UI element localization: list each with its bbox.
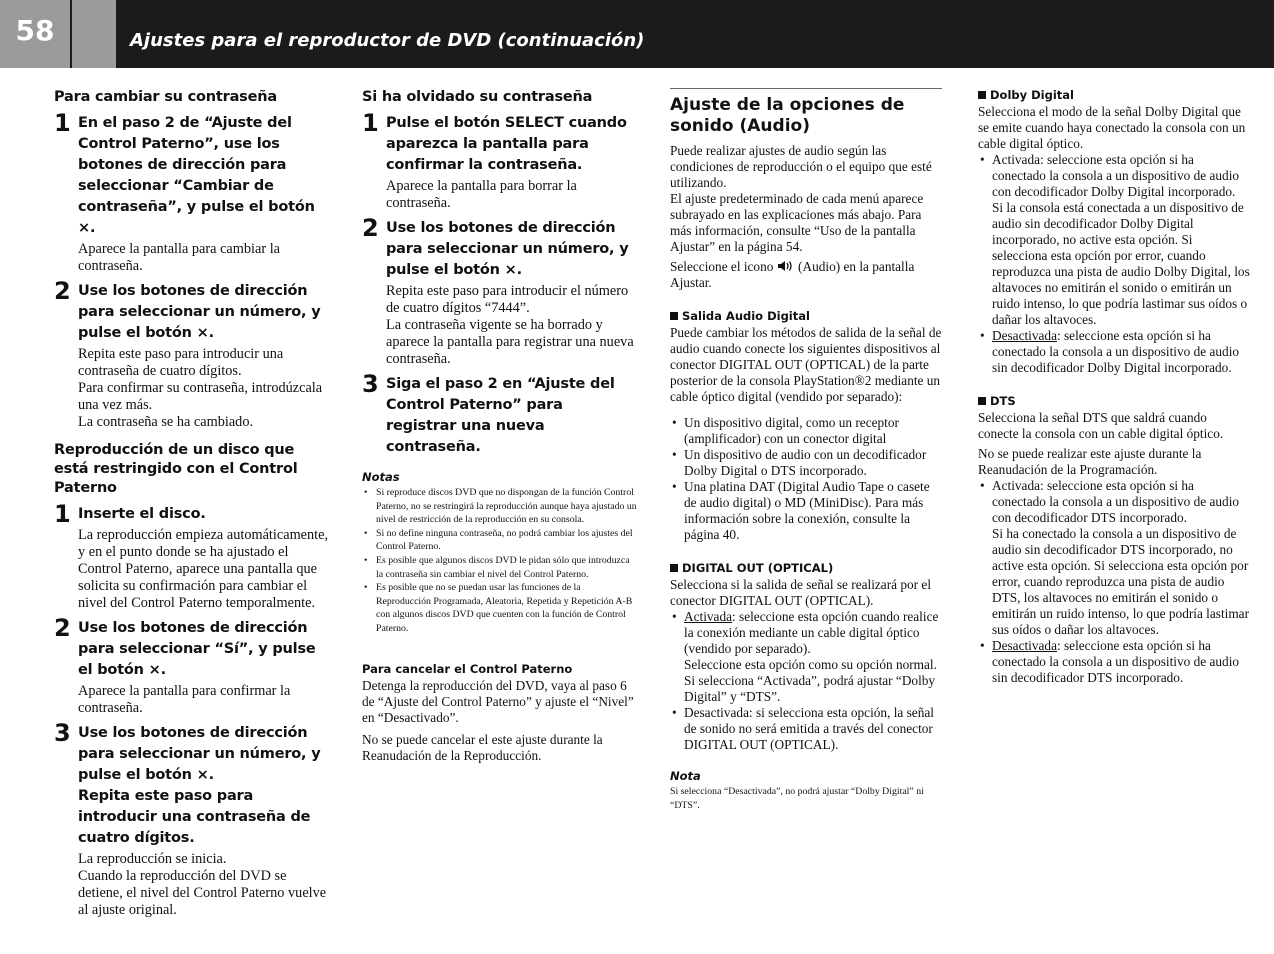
step-title: En el paso 2 de “Ajuste del Control Paterno”, use los botones de dirección para seleccionar “Cambiar de contraseña”, y pulse el botón ×. [78,115,315,236]
step-title: Use los botones de dirección para seleccionar un número, y pulse el botón ×. Repita este paso para introducir una contraseña de cuatro dígitos. [78,725,321,846]
list-item: • Una platina DAT (Digital Audio Tape o casete de audio digital) o MD (MiniDisc). Para más información sobre la conexión, consulte la página 40. [670,479,942,543]
list-item [978,328,1250,376]
step-number: 1 [54,109,71,137]
note-item: • Es posible que algunos discos DVD le pidan sólo que introduzca la contraseña sin cambiar el nivel del Control Paterno. [362,554,637,581]
step-body: Aparece la pantalla para confirmar la contraseña. [78,683,291,716]
subheading-label: DTS [990,394,1016,408]
text: Seleccione el icono [670,259,774,274]
step-body: La reproducción empieza automáticamente, y en el punto donde se ha ajustado el Control Paterno, aparece una pantalla que solicita su confirmación para cambiar el nivel del Control Paterno temporalmente. [78,527,329,611]
section-heading: Para cambiar su contraseña [54,89,277,105]
paragraph: Selecciona si la salida de señal se realizará por el conector DIGITAL OUT (OPTICAL). [670,577,932,608]
bullet-list [670,415,942,543]
step-title: Siga el paso 2 en “Ajuste del Control Paterno” para registrar una nueva contraseña. [386,376,615,455]
default-option: Activada [684,609,732,624]
note-item: • Si no define ninguna contraseña, no podrá cambiar los ajustes del Control Paterno. [362,527,637,554]
step-number: 1 [54,500,71,528]
text: : seleccione esta opción si ha conectado la consola a un dispositivo de audio sin decodificador DTS incorporado. [992,638,1240,685]
cancel-heading: Para cancelar el Control Paterno [362,661,573,676]
square-bullet-icon [978,91,986,99]
text: (Audio) en la pantalla Ajustar. [670,259,915,290]
step-number: 3 [54,719,71,747]
list-item: • Un dispositivo de audio con un decodificador Dolby Digital o DTS incorporado. [670,447,942,479]
step-number: 2 [54,614,71,642]
notes-list [362,486,637,636]
section-heading: Reproducción de un disco que está restringido con el Control Paterno [54,442,298,496]
column-4 [978,88,1250,690]
subheading-label: DIGITAL OUT (OPTICAL) [682,561,834,575]
header-accent [72,0,116,68]
step-title: Use los botones de dirección para seleccionar un número, y pulse el botón ×. [386,220,629,278]
text: : seleccione esta opción cuando realice la conexión mediante un cable digital óptico (vendido por separado). Seleccione esta opción como su opción normal. Si selecciona “Activada”, podrá ajustar “Dolby Digital” y “DTS”. [684,609,939,704]
note-heading: Nota [670,769,701,783]
step [54,500,329,612]
step-number: 3 [362,370,379,398]
paragraph: Detenga la reproducción del DVD, vaya al paso 6 de “Ajuste del Control Paterno” y ajuste el “Nivel” en “Desactivado”. [362,677,634,725]
subheading-label: Dolby Digital [990,88,1074,102]
column-2 [362,88,637,768]
step [54,719,329,919]
step-body: Aparece la pantalla para borrar la contraseña. [386,178,577,211]
subheading [670,309,942,324]
paragraph: Selecciona el modo de la señal Dolby Digital que se emite cuando haya conectado la consola con un cable digital óptico. [978,104,1246,151]
square-bullet-icon [670,312,678,320]
note-item: • Si reproduce discos DVD que no dispongan de la función Control Paterno, no se restringirá la reproducción aunque haya ajustado un nivel de restricción de la reproducción en su consola. [362,486,637,527]
step [54,277,329,431]
paragraph [670,259,942,291]
subheading [978,88,1250,103]
divider [670,88,942,89]
section-heading: Si ha olvidado su contraseña [362,89,593,105]
bullet-list [978,152,1250,376]
section-heading: Ajuste de la opciones de sonido (Audio) [670,95,905,136]
list-item [670,609,942,705]
step-number: 2 [362,214,379,242]
list-item: • Activada: seleccione esta opción si ha conectado la consola a un dispositivo de audio con decodificador DTS incorporado. Si ha conectado la consola a un dispositivo de audio sin decodificador DTS incorporado, no active esta opción. Si selecciona esta opción por error, cuando reproduzca una pista de audio DTS, los altavoces no emitirán el sonido o emitirán un ruido intenso, lo que podría lastimar sus oídos o dañar los altavoces. [978,478,1250,638]
step [362,214,637,368]
step-title: Inserte el disco. [78,506,206,522]
step-title: Use los botones de dirección para seleccionar “Sí”, y pulse el botón ×. [78,620,316,678]
step-body: La reproducción se inicia. Cuando la reproducción del DVD se detiene, el nivel del Control Paterno vuelve al ajuste original. [78,851,327,918]
column-1 [54,88,329,925]
step [54,109,329,275]
step-title: Pulse el botón SELECT cuando aparezca la pantalla para confirmar la contraseña. [386,115,627,173]
column-3 [670,88,942,813]
bullet-list [670,609,942,753]
step-body: Repita este paso para introducir una contraseña de cuatro dígitos. Para confirmar su contraseña, introdúzcala una vez más. La contraseña se ha cambiado. [78,346,323,430]
paragraph: No se puede realizar este ajuste durante la Reanudación de la Programación. [978,446,1202,477]
paragraph: Selecciona la señal DTS que saldrá cuando conecte la consola con un cable digital óptico. [978,410,1224,441]
bullet-list [978,478,1250,686]
subheading [978,394,1250,409]
step-number: 1 [362,109,379,137]
page-title: Ajustes para el reproductor de DVD (continuación) [130,30,645,51]
note-text: Si selecciona “Desactivada”, no podrá ajustar “Dolby Digital” ni “DTS”. [670,786,924,811]
step [362,370,637,458]
step-body: Aparece la pantalla para cambiar la contraseña. [78,241,281,274]
subheading-label: Salida Audio Digital [682,309,810,323]
list-item: • Activada: seleccione esta opción si ha conectado la consola a un dispositivo de audio con decodificador Dolby Digital incorporado. Si la consola está conectada a un dispositivo de audio sin decodificador Dolby Digital incorporado, no active esta opción. Si selecciona esta opción por error, cuando reproduzca una pista de audio Dolby Digital, los altavoces no emitirán el sonido o emitirán un ruido intenso, lo que podría lastimar sus oídos o dañar los altavoces. [978,152,1250,328]
page-number: 58 [15,14,55,47]
default-option: Desactivada [992,328,1057,343]
step-title: Use los botones de dirección para seleccionar un número, y pulse el botón ×. [78,283,321,341]
paragraph: No se puede cancelar el este ajuste durante la Reanudación de la Reproducción. [362,731,603,763]
list-item [978,638,1250,686]
subheading [670,561,942,576]
text: : seleccione esta opción si ha conectado la consola a un dispositivo de audio sin decodificador Dolby Digital incorporado. [992,328,1240,375]
step [54,614,329,717]
square-bullet-icon [978,397,986,405]
paragraph: Puede realizar ajustes de audio según las condiciones de reproducción o el equipo que esté utilizando. [670,143,932,190]
list-item: • Desactivada: si selecciona esta opción, la señal de sonido no será emitida a través del conector DIGITAL OUT (OPTICAL). [670,705,942,753]
notes-heading: Notas [362,470,400,484]
step-number: 2 [54,277,71,305]
note-item: • Es posible que no se puedan usar las funciones de la Reproducción Programada, Aleatoria, Repetida y Repetición A-B con algunos discos DVD que cuenten con la función de Control Paterno. [362,581,637,635]
default-option: Desactivada [992,638,1057,653]
paragraph: Puede cambiar los métodos de salida de la señal de audio cuando conecte los siguientes dispositivos al conector DIGITAL OUT (OPTICAL) de la parte posterior de la consola PlayStation®2 mediante un cable óptico digital (vendido por separado): [670,325,942,404]
step-body: Repita este paso para introducir el número de cuatro dígitos “7444”. La contraseña vigente se ha borrado y aparece la pantalla para registrar una nueva contraseña. [386,283,634,367]
square-bullet-icon [670,564,678,572]
audio-icon [777,260,795,272]
paragraph: El ajuste predeterminado de cada menú aparece subrayado en las explicaciones más abajo. Para más información, consulte “Uso de la pantalla Ajustar” en la página 54. [670,191,924,254]
step [362,109,637,212]
list-item: • Un dispositivo digital, como un receptor (amplificador) con un conector digital [670,415,942,447]
